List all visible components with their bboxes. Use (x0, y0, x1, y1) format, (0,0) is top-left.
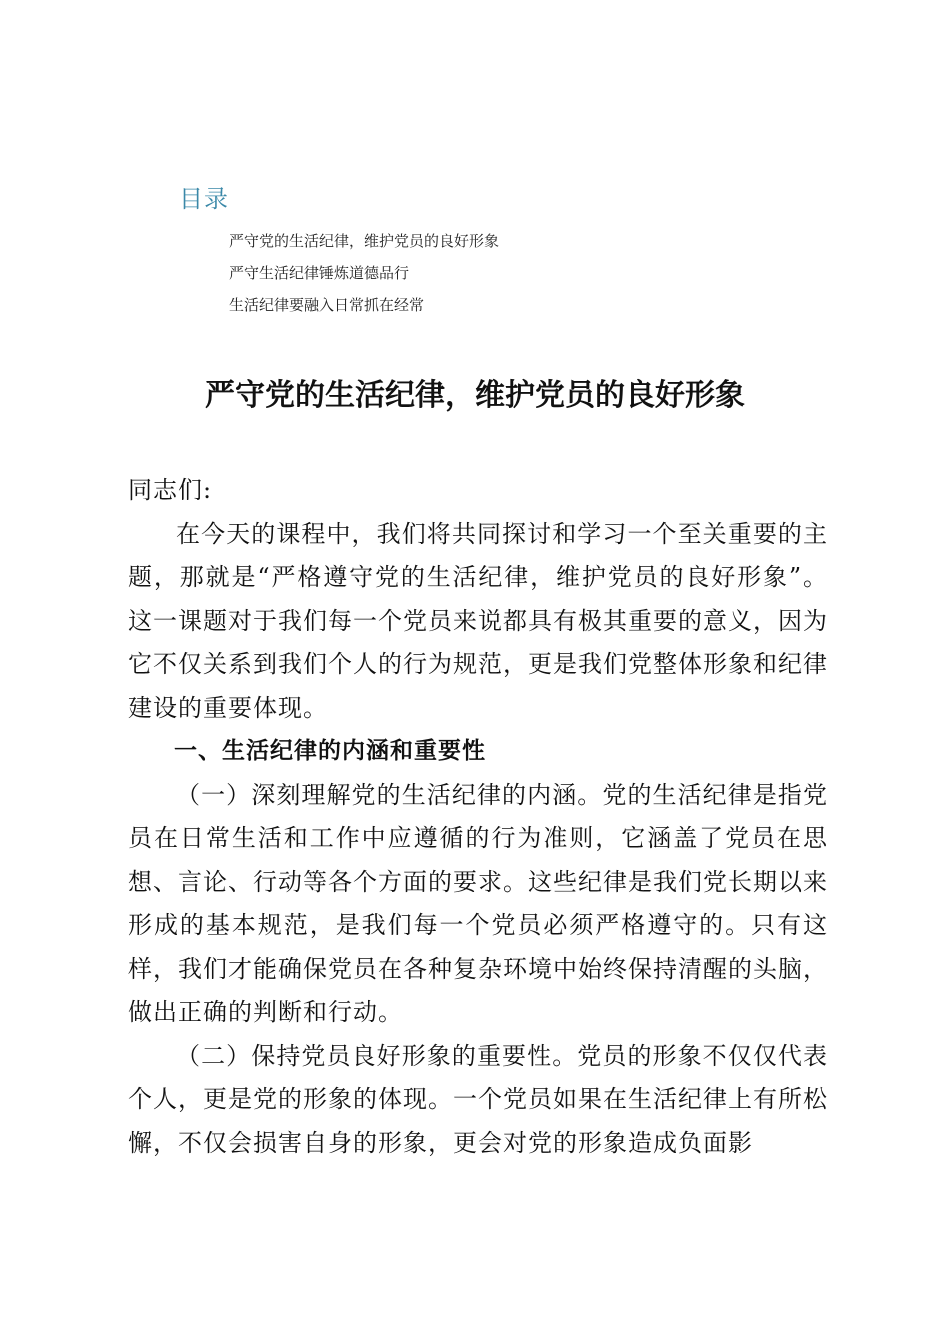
toc-item[interactable]: 严守党的生活纪律，维护党员的良好形象 (229, 232, 500, 250)
toc-list (229, 225, 499, 321)
body-paragraph: （二）保持党员良好形象的重要性。党员的形象不仅仅代表个人，更是党的形象的体现。一个党员如果在生活纪律上有所松懈，不仅会损害自身的形象，更会对党的形象造成负面影 (128, 1041, 828, 1157)
document-body (128, 469, 828, 1165)
intro-paragraph: 在今天的课程中，我们将共同探讨和学习一个至关重要的主题，那就是“严格遵守党的生活纪律，维护党员的良好形象”。这一课题对于我们每一个党员来说都具有极其重要的意义，因为它不仅关系到我们个人的行为规范，更是我们党整体形象和纪律建设的重要体现。 (128, 519, 828, 722)
document-title: 严守党的生活纪律，维护党员的良好形象 (205, 378, 745, 413)
toc-item[interactable]: 严守生活纪律锤炼道德品行 (229, 264, 410, 282)
body-paragraph: （一）深刻理解党的生活纪律的内涵。党的生活纪律是指党员在日常生活和工作中应遵循的行为准则，它涵盖了党员在思想、言论、行动等各个方面的要求。这些纪律是我们党长期以来形成的基本规范，是我们每一个党员必须严格遵守的。只有这样，我们才能确保党员在各种复杂环境中始终保持清醒的头脑，做出正确的判断和行动。 (128, 780, 828, 1026)
toc-item[interactable]: 生活纪律要融入日常抓在经常 (229, 296, 425, 314)
salutation: 同志们: (128, 476, 213, 504)
section-heading: 一、生活纪律的内涵和重要性 (174, 738, 486, 764)
toc-heading: 目录 (179, 185, 229, 213)
